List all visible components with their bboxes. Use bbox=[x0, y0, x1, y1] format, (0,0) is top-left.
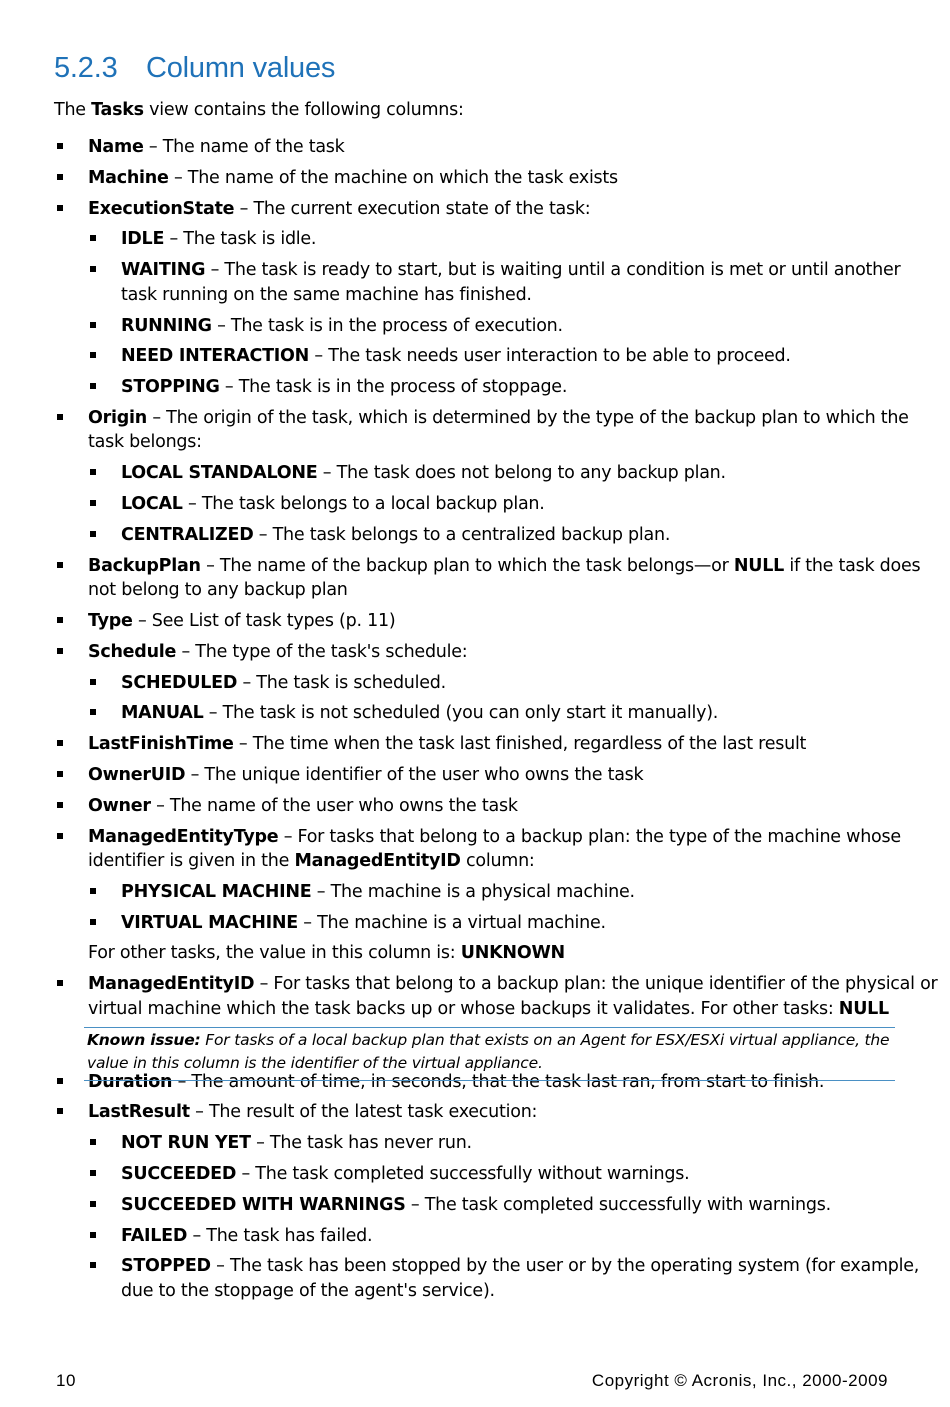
sub-list-item-text: VIRTUAL MACHINE – The machine is a virtual machine. bbox=[121, 912, 606, 933]
bullet-marker bbox=[57, 174, 63, 180]
list-item-text: task belongs: bbox=[88, 432, 202, 453]
bullet-marker bbox=[57, 143, 63, 149]
section-title: Column values bbox=[146, 52, 336, 84]
bullet-marker bbox=[57, 1078, 63, 1084]
sub-list-item-text: task running on the same machine has finished. bbox=[121, 284, 532, 305]
bullet-marker bbox=[57, 740, 63, 746]
list-item-text: Name – The name of the task bbox=[88, 137, 345, 157]
bullet-marker bbox=[90, 469, 96, 475]
bullet-marker bbox=[90, 1201, 96, 1207]
list-item-text: Type – See List of task types (p. 11) bbox=[88, 610, 396, 631]
bullet-marker bbox=[90, 709, 96, 715]
bullet-marker bbox=[57, 771, 63, 777]
list-item-text: ManagedEntityID – For tasks that belong to a backup plan: the unique identifier of the physical or bbox=[88, 974, 938, 995]
bullet-marker bbox=[90, 266, 96, 272]
list-item-text: Owner – The name of the user who owns the task bbox=[88, 795, 518, 816]
sub-list-item-text: LOCAL STANDALONE – The task does not belong to any backup plan. bbox=[121, 463, 726, 484]
bullet-marker bbox=[57, 802, 63, 808]
sub-list-item-text: LOCAL – The task belongs to a local backup plan. bbox=[121, 494, 545, 514]
note-line-1: Known issue: For tasks of a local backup plan that exists on an Agent for ESX/ESXi virtual appliance, the bbox=[87, 1031, 890, 1049]
bullet-marker bbox=[57, 205, 63, 211]
sub-list-item-text: STOPPED – The task has been stopped by the user or by the operating system (for example, bbox=[121, 1256, 920, 1277]
sub-list-item-text: SUCCEEDED WITH WARNINGS – The task completed successfully with warnings. bbox=[121, 1194, 831, 1215]
bullet-marker bbox=[90, 383, 96, 389]
sub-list-item-text: SUCCEEDED – The task completed successfully without warnings. bbox=[121, 1163, 690, 1184]
sub-list-item-text: WAITING – The task is ready to start, but is waiting until a condition is met or until another bbox=[121, 260, 901, 281]
list-item-text: Schedule – The type of the task's schedule: bbox=[88, 641, 468, 662]
page-number: 10 bbox=[56, 1371, 76, 1390]
list-item-text: virtual machine which the task backs up or whose backups it validates. For other tasks: NULL bbox=[88, 998, 889, 1019]
list-item-text: BackupPlan – The name of the backup plan to which the task belongs—or NULL if the task does bbox=[88, 555, 921, 576]
bullet-marker bbox=[90, 679, 96, 685]
sub-list-item-text: IDLE – The task is idle. bbox=[121, 229, 317, 250]
bullet-marker bbox=[90, 1262, 96, 1268]
sub-list-item-text: CENTRALIZED – The task belongs to a centralized backup plan. bbox=[121, 524, 671, 545]
bullet-marker bbox=[57, 648, 63, 654]
sub-list-item-text: NOT RUN YET – The task has never run. bbox=[121, 1133, 472, 1154]
bullet-marker bbox=[57, 617, 63, 623]
bullet-marker bbox=[90, 919, 96, 925]
sub-list-item-text: SCHEDULED – The task is scheduled. bbox=[121, 672, 446, 693]
intro-text: The Tasks view contains the following columns: bbox=[54, 100, 464, 120]
section-number: 5.2.3 bbox=[54, 52, 118, 84]
sub-list-item-text: due to the stoppage of the agent's service). bbox=[121, 1280, 495, 1301]
list-item-text: LastResult – The result of the latest task execution: bbox=[88, 1102, 538, 1123]
list-item-text: LastFinishTime – The time when the task last finished, regardless of the last result bbox=[88, 734, 807, 755]
bullet-marker bbox=[90, 322, 96, 328]
bullet-marker bbox=[90, 888, 96, 894]
note-line-2: value in this column is the identifier of the virtual appliance. bbox=[87, 1054, 543, 1072]
bullet-marker bbox=[90, 531, 96, 537]
list-item-text: ManagedEntityType – For tasks that belong to a backup plan: the type of the machine whose bbox=[88, 826, 901, 847]
bullet-marker bbox=[90, 235, 96, 241]
bullet-marker bbox=[90, 1232, 96, 1238]
list-item-text: Machine – The name of the machine on which the task exists bbox=[88, 167, 618, 188]
sub-list-item-text: MANUAL – The task is not scheduled (you can only start it manually). bbox=[121, 703, 719, 724]
sub-list-item-text: NEED INTERACTION – The task needs user interaction to be able to proceed. bbox=[121, 346, 791, 367]
section-heading bbox=[54, 52, 335, 85]
bullet-marker bbox=[57, 414, 63, 420]
bullet-marker bbox=[57, 1108, 63, 1114]
list-item-text: not belong to any backup plan bbox=[88, 580, 348, 601]
bullet-marker bbox=[90, 1170, 96, 1176]
sub-list-item-text: PHYSICAL MACHINE – The machine is a physical machine. bbox=[121, 881, 635, 902]
bullet-marker bbox=[57, 833, 63, 839]
list-item-text: Duration – The amount of time, in seconds, that the task last ran, from start to finish. bbox=[88, 1071, 825, 1092]
list-item-text: identifier is given in the ManagedEntityID column: bbox=[88, 851, 535, 871]
copyright: Copyright © Acronis, Inc., 2000-2009 bbox=[591, 1371, 888, 1390]
list-item-text: OwnerUID – The unique identifier of the user who owns the task bbox=[88, 764, 644, 785]
sub-list-item-text: RUNNING – The task is in the process of execution. bbox=[121, 315, 563, 336]
bullet-marker bbox=[90, 500, 96, 506]
list-item-text: ExecutionState – The current execution state of the task: bbox=[88, 198, 591, 219]
bullet-marker bbox=[90, 352, 96, 358]
paragraph-text: For other tasks, the value in this column is: UNKNOWN bbox=[88, 943, 565, 964]
list-item-text: Origin – The origin of the task, which is determined by the type of the backup plan to which the bbox=[88, 407, 909, 428]
bullet-marker bbox=[90, 1139, 96, 1145]
sub-list-item-text: FAILED – The task has failed. bbox=[121, 1225, 373, 1246]
sub-list-item-text: STOPPING – The task is in the process of stoppage. bbox=[121, 377, 568, 398]
bullet-marker bbox=[57, 980, 63, 986]
bullet-marker bbox=[57, 562, 63, 568]
known-issue-note bbox=[84, 1027, 895, 1081]
